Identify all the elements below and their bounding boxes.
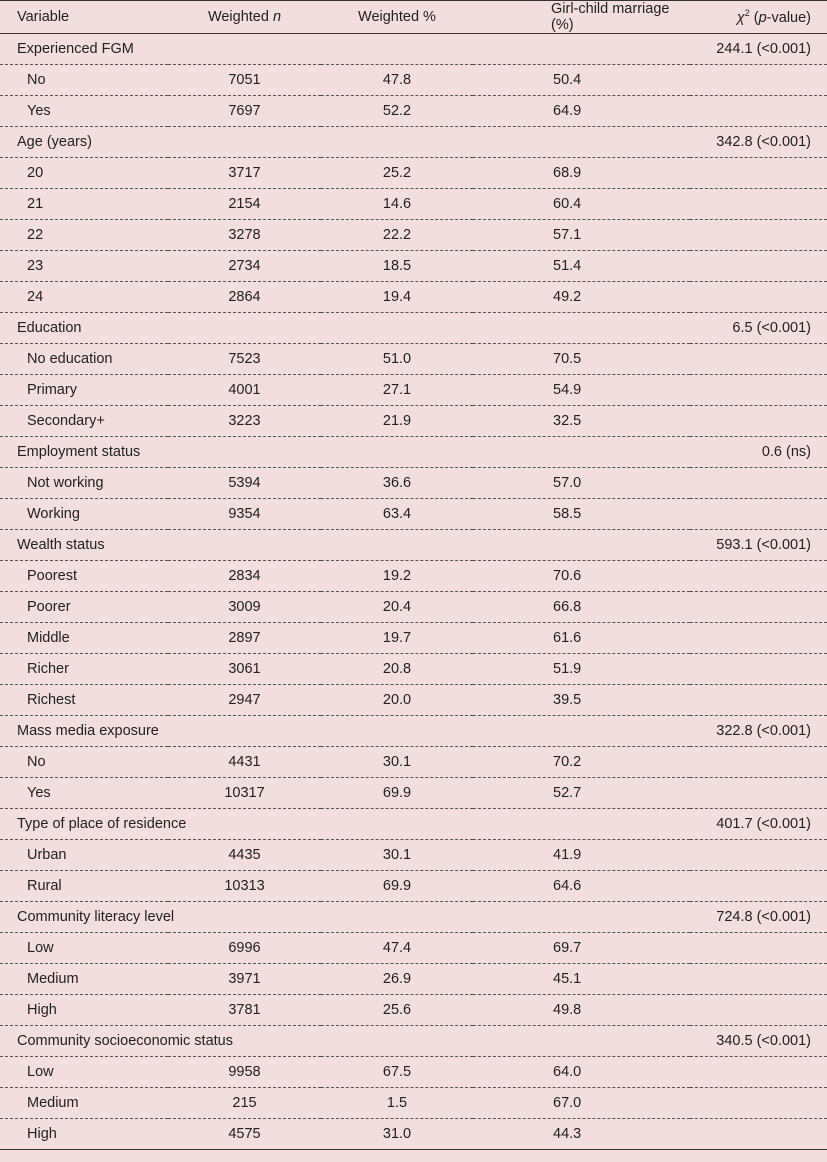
category-label: High [0,995,168,1026]
girl-child-marriage-cell: 41.9 [473,840,690,871]
table-row [0,685,827,716]
chi-square-cell [690,840,827,871]
table-row [0,189,827,220]
header-row [0,1,827,34]
chi-square-cell [690,282,827,313]
group-row [0,809,827,840]
chi-square-value: 244.1 (<0.001) [690,34,827,65]
header-weighted-n-prefix: Weighted [207,9,269,25]
table-row [0,375,827,406]
chi-square-cell [690,561,827,592]
chi-square-value: 724.8 (<0.001) [690,902,827,933]
category-label: Yes [0,778,168,809]
group-label: Community socioeconomic status [0,1026,690,1057]
category-label: 22 [0,220,168,251]
girl-child-marriage-cell: 45.1 [473,964,690,995]
girl-child-marriage-cell: 44.3 [473,1119,690,1150]
category-label: Working [0,499,168,530]
header-chi-p-italic: p [758,9,767,26]
weighted-n-cell: 3717 [168,158,321,189]
group-label: Community literacy level [0,902,690,933]
chi-square-cell [690,189,827,220]
table-row [0,65,827,96]
category-label: Poorer [0,592,168,623]
chi-square-cell [690,468,827,499]
chi-square-cell [690,406,827,437]
chi-square-cell [690,685,827,716]
table-row [0,995,827,1026]
category-label: Low [0,1057,168,1088]
header-chi-p-rest: -value) [766,9,811,26]
weighted-n-cell: 10317 [168,778,321,809]
group-label: Age (years) [0,127,690,158]
group-row [0,313,827,344]
chi-square-cell [690,778,827,809]
chi-square-cell [690,251,827,282]
group-label: Education [0,313,690,344]
girl-child-marriage-cell: 69.7 [473,933,690,964]
table-row [0,1057,827,1088]
girl-child-marriage-cell: 64.9 [473,96,690,127]
weighted-n-cell: 3061 [168,654,321,685]
chi-square-value: 322.8 (<0.001) [690,716,827,747]
weighted-n-cell: 5394 [168,468,321,499]
chi-square-cell [690,1119,827,1150]
girl-child-marriage-cell: 67.0 [473,1088,690,1119]
weighted-n-cell: 3009 [168,592,321,623]
category-label: Poorest [0,561,168,592]
category-label: Richest [0,685,168,716]
table-row [0,747,827,778]
girl-child-marriage-cell: 51.9 [473,654,690,685]
table-body [0,34,827,1150]
weighted-pct-cell: 22.2 [321,220,473,251]
weighted-n-cell: 2734 [168,251,321,282]
table-row [0,654,827,685]
weighted-pct-cell: 19.4 [321,282,473,313]
header-chi-symbol: χ [736,9,745,26]
girl-child-marriage-cell: 57.0 [473,468,690,499]
table-row [0,1088,827,1119]
girl-child-marriage-cell: 49.8 [473,995,690,1026]
group-row [0,437,827,468]
category-label: 23 [0,251,168,282]
header-weighted-pct: Weighted % [321,1,473,34]
group-label: Experienced FGM [0,34,690,65]
weighted-n-cell: 7523 [168,344,321,375]
weighted-pct-cell: 1.5 [321,1088,473,1119]
girl-child-marriage-cell: 51.4 [473,251,690,282]
header-weighted-n [168,1,321,34]
header-girl-child-marriage: Girl-child marriage (%) [473,1,690,34]
table-row [0,220,827,251]
category-label: No [0,65,168,96]
girl-child-marriage-cell: 68.9 [473,158,690,189]
category-label: No [0,747,168,778]
weighted-n-cell: 3781 [168,995,321,1026]
girl-child-marriage-cell: 49.2 [473,282,690,313]
weighted-n-cell: 6996 [168,933,321,964]
girl-child-marriage-cell: 60.4 [473,189,690,220]
weighted-pct-cell: 69.9 [321,778,473,809]
girl-child-marriage-cell: 52.7 [473,778,690,809]
category-label: Yes [0,96,168,127]
weighted-n-cell: 2947 [168,685,321,716]
weighted-pct-cell: 51.0 [321,344,473,375]
chi-square-cell [690,1057,827,1088]
weighted-pct-cell: 26.9 [321,964,473,995]
category-label: Urban [0,840,168,871]
header-weighted-n-italic: n [272,9,282,25]
weighted-n-cell: 4575 [168,1119,321,1150]
weighted-pct-cell: 25.6 [321,995,473,1026]
weighted-n-cell: 4001 [168,375,321,406]
category-label: 21 [0,189,168,220]
category-label: Primary [0,375,168,406]
girl-child-marriage-cell: 64.0 [473,1057,690,1088]
category-label: Richer [0,654,168,685]
category-label: Secondary+ [0,406,168,437]
weighted-n-cell: 3278 [168,220,321,251]
weighted-pct-cell: 47.4 [321,933,473,964]
table-row [0,592,827,623]
weighted-n-cell: 2897 [168,623,321,654]
category-label: Medium [0,964,168,995]
category-label: Middle [0,623,168,654]
weighted-pct-cell: 36.6 [321,468,473,499]
chi-square-cell [690,96,827,127]
girl-child-marriage-cell: 66.8 [473,592,690,623]
weighted-pct-cell: 20.0 [321,685,473,716]
girl-child-marriage-cell: 70.2 [473,747,690,778]
chi-square-cell [690,65,827,96]
girl-child-marriage-cell: 58.5 [473,499,690,530]
weighted-n-cell: 2154 [168,189,321,220]
weighted-pct-cell: 47.8 [321,65,473,96]
weighted-pct-cell: 25.2 [321,158,473,189]
girl-child-marriage-cell: 64.6 [473,871,690,902]
table-row [0,158,827,189]
table-row [0,251,827,282]
header-chi-p-open: ( [753,9,759,26]
weighted-n-cell: 4431 [168,747,321,778]
girl-child-marriage-cell: 50.4 [473,65,690,96]
weighted-n-cell: 2834 [168,561,321,592]
table-row [0,623,827,654]
weighted-pct-cell: 20.4 [321,592,473,623]
group-row [0,1026,827,1057]
chi-square-cell [690,623,827,654]
weighted-pct-cell: 67.5 [321,1057,473,1088]
category-label: Medium [0,1088,168,1119]
table-row [0,406,827,437]
chi-square-cell [690,344,827,375]
chi-square-cell [690,1088,827,1119]
chi-square-cell [690,933,827,964]
header-chi-square [690,1,827,34]
chi-square-cell [690,499,827,530]
weighted-n-cell: 3971 [168,964,321,995]
chi-square-cell [690,220,827,251]
weighted-pct-cell: 30.1 [321,747,473,778]
weighted-n-cell: 7697 [168,96,321,127]
category-label: Rural [0,871,168,902]
chi-square-cell [690,158,827,189]
header-variable: Variable [0,1,168,34]
chi-square-cell [690,747,827,778]
table-row [0,1119,827,1150]
group-row [0,34,827,65]
weighted-pct-cell: 18.5 [321,251,473,282]
girl-child-marriage-cell: 39.5 [473,685,690,716]
girl-child-marriage-cell: 32.5 [473,406,690,437]
girl-child-marriage-cell: 70.5 [473,344,690,375]
category-label: 24 [0,282,168,313]
weighted-pct-cell: 30.1 [321,840,473,871]
group-row [0,127,827,158]
chi-square-cell [690,654,827,685]
chi-square-cell [690,964,827,995]
girl-child-marriage-cell: 54.9 [473,375,690,406]
table-row [0,561,827,592]
girl-child-marriage-cell: 61.6 [473,623,690,654]
table-row [0,344,827,375]
table-row [0,282,827,313]
chi-square-value: 342.8 (<0.001) [690,127,827,158]
chi-square-value: 593.1 (<0.001) [690,530,827,561]
weighted-n-cell: 10313 [168,871,321,902]
table-row [0,778,827,809]
weighted-pct-cell: 69.9 [321,871,473,902]
weighted-pct-cell: 31.0 [321,1119,473,1150]
weighted-n-cell: 3223 [168,406,321,437]
weighted-n-cell: 9958 [168,1057,321,1088]
category-label: High [0,1119,168,1150]
chi-square-value: 0.6 (ns) [690,437,827,468]
weighted-n-cell: 4435 [168,840,321,871]
category-label: No education [0,344,168,375]
weighted-pct-cell: 14.6 [321,189,473,220]
weighted-n-cell: 7051 [168,65,321,96]
category-label: Low [0,933,168,964]
table-row [0,840,827,871]
chi-square-value: 340.5 (<0.001) [690,1026,827,1057]
table-row [0,499,827,530]
weighted-pct-cell: 21.9 [321,406,473,437]
chi-square-cell [690,871,827,902]
weighted-pct-cell: 20.8 [321,654,473,685]
group-row [0,530,827,561]
table-row [0,871,827,902]
girl-child-marriage-cell: 57.1 [473,220,690,251]
group-row [0,902,827,933]
weighted-pct-cell: 27.1 [321,375,473,406]
table-row [0,468,827,499]
weighted-n-cell: 215 [168,1088,321,1119]
group-label: Wealth status [0,530,690,561]
chi-square-cell [690,375,827,406]
group-label: Type of place of residence [0,809,690,840]
girl-child-marriage-cell: 70.6 [473,561,690,592]
table-row [0,96,827,127]
weighted-n-cell: 2864 [168,282,321,313]
chi-square-value: 6.5 (<0.001) [690,313,827,344]
table-row [0,933,827,964]
header-chi-sup: 2 [744,8,750,19]
chi-square-cell [690,995,827,1026]
group-label: Employment status [0,437,690,468]
group-label: Mass media exposure [0,716,690,747]
weighted-pct-cell: 52.2 [321,96,473,127]
weighted-pct-cell: 19.2 [321,561,473,592]
group-row [0,716,827,747]
category-label: Not working [0,468,168,499]
weighted-n-cell: 9354 [168,499,321,530]
chi-square-cell [690,592,827,623]
weighted-pct-cell: 19.7 [321,623,473,654]
chi-square-value: 401.7 (<0.001) [690,809,827,840]
weighted-pct-cell: 63.4 [321,499,473,530]
table-row [0,964,827,995]
category-label: 20 [0,158,168,189]
